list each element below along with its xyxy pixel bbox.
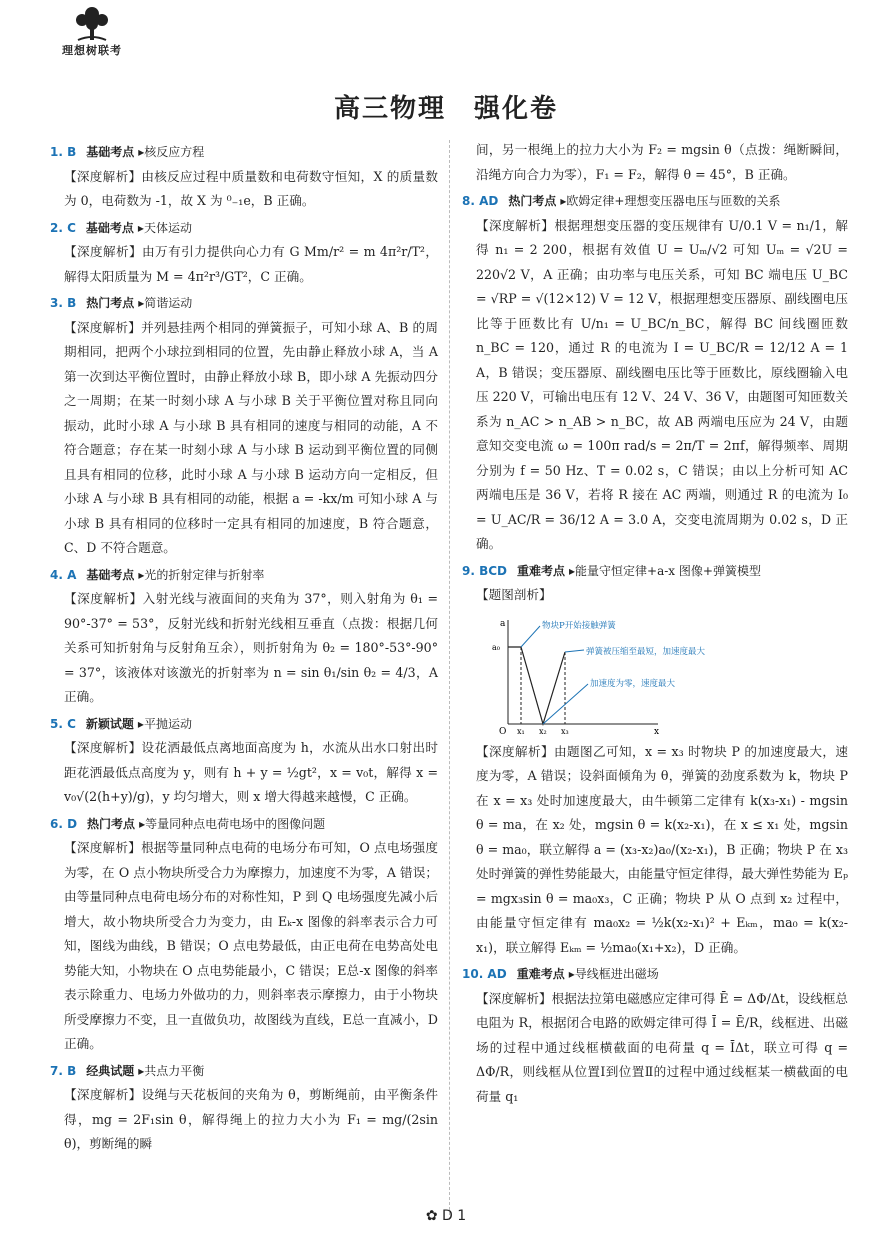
- topic-tag: 热门考点: [86, 296, 135, 310]
- answer-number: 6. D: [50, 816, 78, 831]
- answer-item: 10. AD 重难考点 ▸导线框进出磁场 【深度解析】根据法拉第电磁感应定律可得 Ē = ΔΦ/Δt，设线框总电阻为 R，根据闭合电路的欧姆定律可得 Ī = Ē/R，线框进、出磁场的过程中通过线框横截面的电荷量 q = ĪΔt，联立可得 q = ΔΦ/R，则线框从位置Ⅰ到位置Ⅱ的过程中通过线框某一横截面的电荷量 q₁: [462, 962, 848, 1109]
- axis-label-x: x: [654, 726, 660, 737]
- a-x-graph: [488, 612, 748, 738]
- answer-item: 8. AD 热门考点 ▸欧姆定律+理想变压器电压与匝数的关系 【深度解析】根据理想变压器的变压规律有 U/0.1 V = n₁/1，解得 n₁ = 2 200，根据有效值 U = Uₘ/√2 可知 Uₘ = √2U = 220√2 V，A 正确；由功率与电压关系，可知 BC 端电压 U_BC = √RP = √(12×12) V = 12 V，根据理想变压器原、副线圈电压比等于匝数比有 U/n₁ = U_BC/n_BC，解得 BC 间线圈匝数 n_BC = 120，通过 R 的电流为 I = U_BC/R = 12/12 A = 1 A，B 错误；变压器原、副线圈电压比等于匝数比，原线圈输入电压 220 V，可输出电压有 12 V、24 V、36 V，由题图可知匝数关系为 n_AC > n_AB > n_BC，故 AB 两端电压应为 24 V，由题意知交变电流 ω = 100π rad/s = 2π/T = 2πf，解得频率、周期分别为 f = 50 Hz、T = 0.02 s，C 错误；由以上分析可知 AC 两端电压是 36 V，若将 R 接在 AC 两端，则通过 R 的电流为 I₀ = U_AC/R = 36/12 A = 3.0 A，交变电流周期为 0.02 s，D 正确。: [462, 189, 848, 557]
- answer-number: 3. B: [50, 296, 77, 310]
- tree-logo-icon: [72, 4, 112, 44]
- answer-item: 3. B 热门考点 ▸简谐运动 【深度解析】并列悬挂两个相同的弹簧振子，可知小球 A、B 的周期相同，把两个小球拉到相同的位置，先由静止释放小球 A，当 A 第一次到达平衡位置时，由静止释放小球 B，即小球 A 先振动四分之一周期；在某一时刻小球 A 与小球 B 关于平衡位置对称且同向振动，此时小球 A 与小球 B 具有相同的速度与相同的动能，A 不符合题意；存在某一时刻小球 A 与小球 B 运动到平衡位置的同侧且具有相同的位移，此时小球 A 与小球 B 运动方向一定相反，但小球 A 与小球 B 具有相同的动能，根据 a = -kx/m 可知小球 A 与小球 B 具有相同的位移时一定具有相同的加速度，B 符合题意，C、D 不符合题意。: [50, 291, 438, 561]
- answer-item: 1. B 基础考点 ▸核反应方程 【深度解析】由核反应过程中质量数和电荷数守恒知，X 的质量数为 0，电荷数为 -1，故 X 为 ⁰₋₁e，B 正确。: [50, 140, 438, 214]
- explanation: 【深度解析】由万有引力提供向心力有 G Mm/r² = m 4π²r/T²，解得太阳质量为 M = 4π²r³/GT²，C 正确。: [64, 244, 438, 284]
- axis-label-x2: x₂: [539, 726, 547, 736]
- page-footer: [0, 1208, 892, 1224]
- topic-tag: 基础考点: [86, 567, 135, 582]
- topic: 简谐运动: [144, 296, 193, 310]
- annotation-max-accel: 弹簧被压缩至最短，加速度最大: [586, 646, 706, 657]
- answer-item: [462, 740, 848, 961]
- explanation: 【深度解析】设绳与天花板间的夹角为 θ，剪断绳前，由平衡条件得，mg = 2F₁sin θ，解得绳上的拉力大小为 F₁ = mg/(2sin θ)，剪断绳的瞬: [64, 1087, 438, 1151]
- answer-number: 7. B: [50, 1063, 77, 1078]
- answer-item: 6. D 热门考点 ▸等量同种点电荷电场中的图像问题 【深度解析】根据等量同种点电荷的电场分布可知，O 点电场强度为零，在 O 点小物块所受合力为摩擦力，加速度不为零，A 错误；由等量同种点电荷电场分布的对称性知，P 到 Q 电场强度先减小后增大，故小物块所受合力为变力，由 Eₖ-x 图像的斜率表示合力可知，图线为曲线，B 错误；O 点电势最低，由正电荷在电势高处电势能大知，小物块在 O 点电势能最小，C 错误；E总-x 图像的斜率表示除重力、电场力外做功的力，则斜率表示摩擦力，由于小物块所受摩擦力不变，且一直做负功，故图线为直线，E总一直减小，D 正确。: [50, 812, 438, 1057]
- axis-label-x3: x₃: [561, 726, 569, 736]
- page-title: 高三物理 强化卷: [333, 94, 558, 124]
- answer-number: 10. AD: [462, 967, 507, 981]
- topic: 导线框进出磁场: [574, 967, 659, 981]
- explanation: 【深度解析】并列悬挂两个相同的弹簧振子，可知小球 A、B 的周期相同，把两个小球拉到相同的位置，先由静止释放小球 A，当 A 第一次到达平衡位置时，由静止释放小球 B，即小球 A 先振动四分之一周期；在某一时刻小球 A 与小球 B 关于平衡位置对称且同向振动，此时小球 A 与小球 B 具有相同的速度与相同的动能，A 不符合题意；存在某一时刻小球 A 与小球 B 运动到平衡位置的同侧且具有相同的位移，此时小球 A 与小球 B 运动方向一定相反，但小球 A 与小球 B 具有相同的动能，根据 a = -kx/m 可知小球 A 与小球 B 具有相同的位移时一定具有相同的加速度，B 符合题意，C、D 不符合题意。: [64, 319, 438, 555]
- topic-tag: 热门考点: [87, 816, 136, 831]
- answer-item: 7. B 经典试题 ▸共点力平衡 【深度解析】设绳与天花板间的夹角为 θ，剪断绳前，由平衡条件得，mg = 2F₁sin θ，解得绳上的拉力大小为 F₁ = mg/(2sin θ)，剪断绳的瞬: [50, 1059, 438, 1157]
- answer-item: 2. C 基础考点 ▸天体运动 【深度解析】由万有引力提供向心力有 G Mm/r² = m 4π²r/T²，解得太阳质量为 M = 4π²r³/GT²，C 正确。: [50, 216, 438, 290]
- explanation: 【深度解析】入射光线与液面间的夹角为 37°，则入射角为 θ₁ = 90°-37° = 53°，反射光线和折射光线相互垂直（点拨：根据几何关系可知折射角与反射角互余），则折射角为 θ₂ = 180°-53°-90° = 37°，该液体对该激光的折射率为 n = sin θ₁/sin θ₂ = 4/3，A 正确。: [64, 591, 438, 704]
- answer-number: 1. B: [50, 145, 77, 159]
- answer-item: [462, 138, 848, 187]
- answer-item: 9. BCD 重难考点 ▸能量守恒定律+a-x 图像+弹簧模型 【题图剖析】 a a₀ O x₁ x₂ x₃ x 物块P开始接触弹簧 弹簧被压缩至最短，加速度最大 加速度为零，速度最大: [462, 559, 848, 738]
- explanation: 【深度解析】由核反应过程中质量数和电荷数守恒知，X 的质量数为 0，电荷数为 -1，故 X 为 ⁰₋₁e，B 正确。: [64, 168, 438, 208]
- annotation-contact: 物块P开始接触弹簧: [542, 620, 616, 631]
- axis-label-o: O: [499, 726, 507, 737]
- topic: 核反应方程: [144, 145, 205, 159]
- topic: 等量同种点电荷电场中的图像问题: [145, 816, 326, 831]
- explanation: 【深度解析】由题图乙可知，x = x₃ 时物块 P 的加速度最大，速度为零，A 错误；设斜面倾角为 θ，弹簧的劲度系数为 k，物块 P 在 x = x₃ 处时加速度最大，由牛顿第二定律有 k(x₃-x₁) - mgsin θ = ma，在 x₂ 处，mgsin θ = k(x₂-x₁)，在 x ≤ x₁ 处，mgsin θ = ma₀，联立解得 a = (x₃-x₂)a₀/(x₂-x₁)，B 正确；物块 P 在 x₃ 处时弹簧的弹性势能最大，由能量守恒定律得，最大弹性势能为 Eₚ = mgx₃sin θ = ma₀x₃，C 正确；物块 P 从 O 点到 x₂ 过程中，由能量守恒定律有 ma₀x₂ = ½k(x₂-x₁)² + Eₖₘ，ma₀ = k(x₂-x₁)，联立解得 Eₖₘ = ½ma₀(x₁+x₂)，D 正确。: [476, 743, 848, 955]
- left-column: [50, 138, 438, 1157]
- answer-number: 8. AD: [462, 194, 499, 208]
- figure-analysis-heading: 【题图剖析】: [476, 587, 552, 602]
- axis-label-a0: a₀: [492, 642, 500, 652]
- topic-tag: 热门考点: [508, 194, 557, 208]
- answer-number: 5. C: [50, 716, 76, 731]
- topic: 共点力平衡: [144, 1063, 205, 1078]
- answer-number: 2. C: [50, 220, 76, 235]
- axis-label-a: a: [500, 618, 506, 629]
- page-number: D 1: [442, 1208, 467, 1224]
- explanation: 【深度解析】根据等量同种点电荷的电场分布可知，O 点电场强度为零，在 O 点小物块所受合力为摩擦力，加速度不为零，A 错误；由等量同种点电荷电场分布的对称性知，P 到 Q 电场强度先减小后增大，故小物块所受合力为变力，由 Eₖ-x 图像的斜率表示合力可知，图线为曲线，B 错误；O 点电势最低，由正电荷在电势高处电势能大知，小物块在 O 点电势能最小，C 错误；E总-x 图像的斜率表示除重力、电场力外做功的力，则斜率表示摩擦力，由于小物块所受摩擦力不变，且一直做负功，故图线为直线，E总一直减小，D 正确。: [64, 840, 438, 1051]
- topic-tag: 基础考点: [85, 220, 134, 235]
- answer-item: 5. C 新颖试题 ▸平抛运动 【深度解析】设花洒最低点离地面高度为 h，水流从出水口射出时距花洒最低点高度为 y，则有 h + y = ½gt²，x = v₀t，解得 x = v₀√(2(h+y)/g)，y 均匀增大，则 x 增大得越来越慢，C 正确。: [50, 712, 438, 810]
- explanation: 【深度解析】根据理想变压器的变压规律有 U/0.1 V = n₁/1，解得 n₁ = 2 200，根据有效值 U = Uₘ/√2 可知 Uₘ = √2U = 220√2 V，A 正确；由功率与电压关系，可知 BC 端电压 U_BC = √RP = √(12×12) V = 12 V，根据理想变压器原、副线圈电压比等于匝数比有 U/n₁ = U_BC/n_BC，解得 BC 间线圈匝数 n_BC = 120，通过 R 的电流为 I = U_BC/R = 12/12 A = 1 A，B 错误；变压器原、副线圈电压比等于匝数比，原线圈输入电压 220 V，可输出电压有 12 V、24 V、36 V，由题图可知匝数关系为 n_AC > n_AB > n_BC，故 AB 两端电压应为 24 V，由题意知交变电流 ω = 100π rad/s = 2π/T = 2πf，解得频率、周期分别为 f = 50 Hz、T = 0.02 s，C 错误；由以上分析可知 AC 两端电压是 36 V，若将 R 接在 AC 两端，则通过 R 的电流为 I₀ = U_AC/R = 36/12 A = 3.0 A，交变电流周期为 0.02 s，D 正确。: [476, 217, 848, 551]
- logo: [50, 4, 134, 68]
- topic-tag: 重难考点: [516, 967, 565, 981]
- explanation-continued: 间，另一根绳上的拉力大小为 F₂ = mgsin θ（点拨：绳断瞬间，沿绳方向合力为零），F₁ = F₂，解得 θ = 45°，B 正确。: [476, 142, 848, 182]
- answer-item: 4. A 基础考点 ▸光的折射定律与折射率 【深度解析】入射光线与液面间的夹角为 37°，则入射角为 θ₁ = 90°-37° = 53°，反射光线和折射光线相互垂直（点拨：根据几何关系可知折射角与反射角互余），则折射角为 θ₂ = 180°-53°-90° = 37°，该液体对该激光的折射率为 n = sin θ₁/sin θ₂ = 4/3，A 正确。: [50, 563, 438, 710]
- topic: 欧姆定律+理想变压器电压与匝数的关系: [566, 194, 781, 208]
- annotation-zero-accel: 加速度为零，速度最大: [590, 678, 676, 689]
- topic: 平抛运动: [143, 716, 192, 731]
- column-divider: [449, 140, 450, 1220]
- explanation: 【深度解析】根据法拉第电磁感应定律可得 Ē = ΔΦ/Δt，设线框总电阻为 R，根据闭合电路的欧姆定律可得 Ī = Ē/R，线框进、出磁场的过程中通过线框横截面的电荷量 q = ĪΔt，联立可得 q = ΔΦ/R，则线框从位置Ⅰ到位置Ⅱ的过程中通过线框某一横截面的电荷量 q₁: [476, 990, 848, 1104]
- explanation: 【深度解析】设花洒最低点离地面高度为 h，水流从出水口射出时距花洒最低点高度为 y，则有 h + y = ½gt²，x = v₀t，解得 x = v₀√(2(h+y)/g)，y 均匀增大，则 x 增大得越来越慢，C 正确。: [64, 740, 438, 804]
- topic-tag: 经典试题: [86, 1063, 135, 1078]
- footer-logo-icon: ✿: [425, 1208, 443, 1224]
- a-x-graph-svg: [488, 612, 748, 738]
- axis-label-x1: x₁: [517, 726, 525, 736]
- logo-text: 理想树联考: [62, 44, 122, 57]
- topic-tag: 基础考点: [86, 145, 135, 159]
- right-column: [462, 138, 848, 1109]
- topic-tag: 新颖试题: [85, 716, 134, 731]
- answer-number: 4. A: [50, 567, 77, 582]
- topic: 天体运动: [143, 220, 192, 235]
- topic: 能量守恒定律+a-x 图像+弹簧模型: [575, 563, 761, 578]
- answer-number: 9. BCD: [462, 563, 507, 578]
- topic: 光的折射定律与折射率: [144, 567, 265, 582]
- topic-tag: 重难考点: [517, 563, 566, 578]
